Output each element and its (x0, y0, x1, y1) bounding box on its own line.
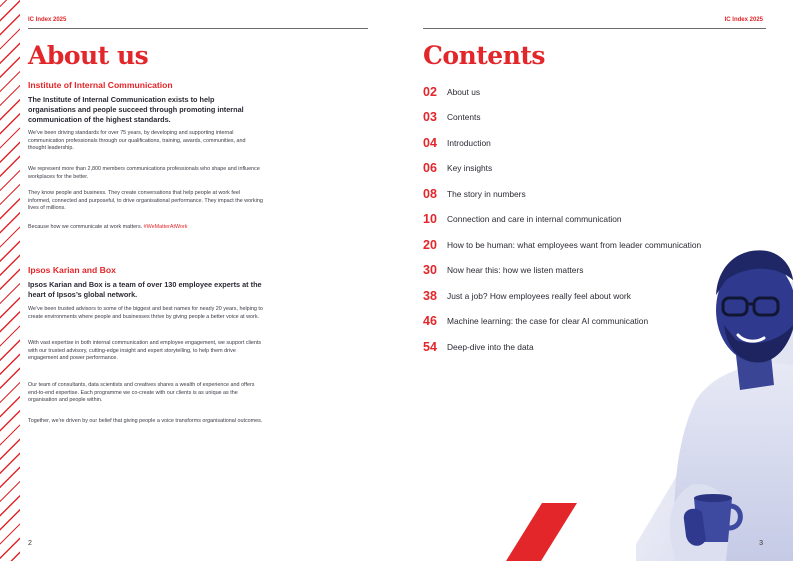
toc-label: Connection and care in internal communication (447, 214, 622, 225)
header-label: IC Index 2025 (28, 17, 67, 23)
toc-page-number: 30 (423, 263, 437, 278)
toc-item[interactable] (423, 181, 701, 207)
toc-label: Key insights (447, 163, 493, 174)
paragraph: Our team of consultants, data scientists and creatives shares a wealth of experience and offers end-to-end expertise. Each programme we co-create with our clients is as unique as the organisation and people within. (28, 382, 255, 404)
section-lead: Ipsos Karian and Box is a team of over 130 employee experts at the heart of Ipsos’s global network. (28, 280, 262, 300)
page-title: About us (28, 41, 149, 70)
toc-item[interactable] (423, 207, 701, 233)
person-photo (636, 240, 793, 561)
toc-page-number: 03 (423, 110, 437, 125)
toc-label: About us (447, 86, 481, 97)
section-heading: Institute of Internal Communication (28, 80, 173, 90)
toc-page-number: 02 (423, 84, 437, 99)
right-page (396, 0, 793, 561)
closing-text: Because how we communicate at work matters. (28, 224, 143, 230)
page-number: 3 (759, 540, 763, 547)
paragraph-closing (28, 224, 263, 232)
toc-label: Machine learning: the case for clear AI communication (447, 316, 649, 327)
toc-page-number: 38 (423, 288, 437, 303)
toc-label: The story in numbers (447, 188, 526, 199)
toc-item[interactable] (423, 79, 701, 105)
toc-item[interactable] (423, 156, 701, 182)
section-heading: Ipsos Karian and Box (28, 265, 116, 275)
paragraph: We represent more than 2,800 members communications professionals who shape and influence workplaces for the better. (28, 166, 260, 180)
left-page (0, 0, 396, 561)
paragraph: We’ve been driving standards for over 75 years, by developing and supporting internal communication professionals through our qualifications, training, awards, communities, and thought leadership. (28, 130, 246, 152)
toc-item[interactable] (423, 105, 701, 131)
page-title: Contents (423, 41, 546, 70)
toc-page-number: 20 (423, 237, 437, 252)
toc-label: Introduction (447, 137, 491, 148)
toc-page-number: 10 (423, 212, 437, 227)
toc-label: Just a job? How employees really feel about work (447, 290, 631, 301)
toc-page-number: 04 (423, 135, 437, 150)
toc-page-number: 54 (423, 339, 437, 354)
toc-label: Contents (447, 112, 481, 123)
decorative-stripes (0, 0, 20, 561)
section-lead: The Institute of Internal Communication exists to help organisations and people succeed through promoting internal communication of the highest standards. (28, 95, 244, 125)
page-number: 2 (28, 540, 32, 547)
toc-label: Now hear this: how we listen matters (447, 265, 584, 276)
toc-page-number: 06 (423, 161, 437, 176)
paragraph: They know people and business. They create conversations that help people at work feel informed, connected and purposeful, to drive organisational performance. They impact the working lives of millions. (28, 190, 263, 212)
toc-label: Deep-dive into the data (447, 341, 534, 352)
header-rule (423, 28, 766, 29)
toc-page-number: 46 (423, 314, 437, 329)
header-label: IC Index 2025 (724, 17, 763, 23)
toc-page-number: 08 (423, 186, 437, 201)
red-diagonal-accent (506, 503, 616, 561)
paragraph: We’ve been trusted advisors to some of the biggest and best names for nearly 20 years, helping to create environments where people and businesses thrive by giving people a better voice at work. (28, 306, 263, 320)
toc-item[interactable] (423, 130, 701, 156)
paragraph: With vast expertise in both internal communication and employee engagement, we support clients with our trusted advisory, cutting-edge insight and expert storytelling, to help them drive engagement and power performance. (28, 340, 262, 362)
header-rule (28, 28, 368, 29)
paragraph: Together, we’re driven by our belief that giving people a voice transforms organisational outcomes. (28, 418, 263, 424)
toc-label: How to be human: what employees want from leader communication (447, 239, 702, 250)
hashtag: #WeMatterAtWork (143, 224, 188, 230)
